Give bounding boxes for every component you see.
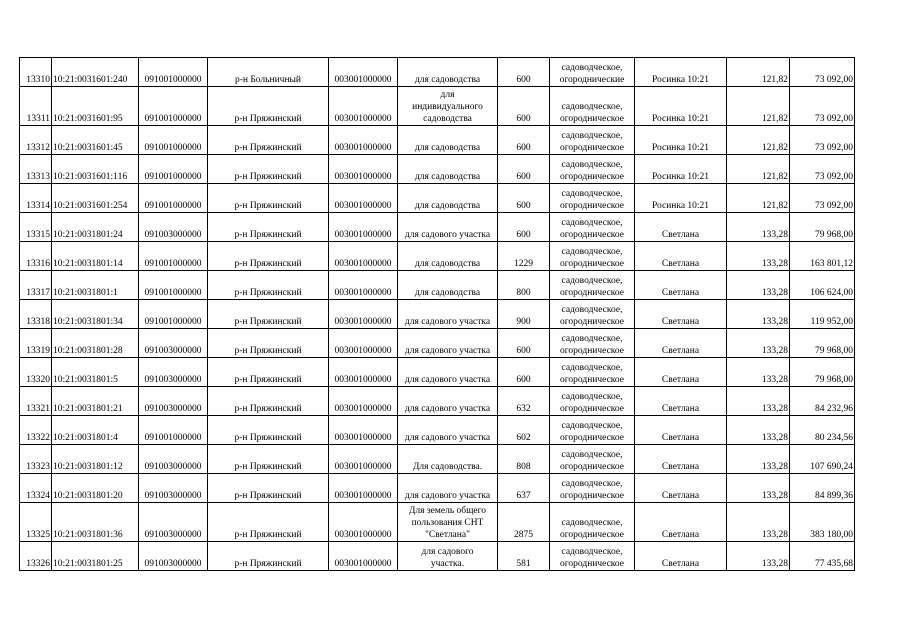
- cell-district: р-н Больничный: [208, 58, 329, 87]
- cell-code-1: 091003000000: [139, 213, 208, 242]
- cell-location: Росинка 10:21: [635, 184, 727, 213]
- cell-category: [550, 242, 635, 271]
- cell-location: Светлана: [635, 242, 727, 271]
- cell-location: Светлана: [635, 300, 727, 329]
- cell-rate: 121,82: [727, 184, 790, 213]
- cell-category-line: садоводческое,: [561, 392, 623, 402]
- cell-district: р-н Пряжинский: [208, 445, 329, 474]
- cell-code-1: 091001000000: [139, 242, 208, 271]
- cell-purpose: [398, 542, 498, 571]
- cell-cadastral-number: 10:21:0031801:36: [52, 503, 139, 542]
- cell-location: Светлана: [635, 387, 727, 416]
- cell-purpose-line: для садоводства: [414, 259, 481, 269]
- table-row: [20, 358, 855, 387]
- cell-value: 79 968,00: [790, 213, 855, 242]
- cell-value: 79 968,00: [790, 358, 855, 387]
- cell-category: [550, 474, 635, 503]
- cell-category-line: садоводческое,: [561, 276, 623, 286]
- cell-cadastral-number: 10:21:0031801:34: [52, 300, 139, 329]
- cell-value: 73 092,00: [790, 184, 855, 213]
- cell-purpose: [398, 58, 498, 87]
- cell-district: р-н Пряжинский: [208, 300, 329, 329]
- cell-cadastral-number: 10:21:0031801:4: [52, 416, 139, 445]
- cell-category: [550, 358, 635, 387]
- table-row: [20, 126, 855, 155]
- cell-location: Светлана: [635, 542, 727, 571]
- cell-code-1: 091003000000: [139, 503, 208, 542]
- cell-code-1: 091001000000: [139, 416, 208, 445]
- table-row: [20, 387, 855, 416]
- cell-code-2: 003001000000: [329, 474, 398, 503]
- cell-code-1: 091001000000: [139, 155, 208, 184]
- cell-purpose-line: для садового участка: [404, 346, 491, 356]
- cell-code-1: 091003000000: [139, 387, 208, 416]
- cell-rate: 133,28: [727, 329, 790, 358]
- cell-category: [550, 300, 635, 329]
- cell-purpose: [398, 503, 498, 542]
- cell-purpose-line: садоводства: [423, 114, 472, 124]
- cell-category: [550, 87, 635, 126]
- cell-code-2: 003001000000: [329, 271, 398, 300]
- cell-purpose-line: участка.: [430, 559, 465, 569]
- cell-number: 13319: [20, 329, 52, 358]
- cell-rate: 133,28: [727, 242, 790, 271]
- cell-location: Светлана: [635, 271, 727, 300]
- cell-location: Светлана: [635, 416, 727, 445]
- cell-category-line: огородническое: [559, 172, 625, 182]
- table-row: [20, 329, 855, 358]
- cell-category-line: садоводческое,: [561, 247, 623, 257]
- cell-category-line: садоводческое,: [561, 421, 623, 431]
- cell-cadastral-number: 10:21:0031801:14: [52, 242, 139, 271]
- cell-number: 13321: [20, 387, 52, 416]
- table-row: [20, 242, 855, 271]
- cell-rate: 133,28: [727, 474, 790, 503]
- cell-category-line: садоводческое,: [561, 189, 623, 199]
- cell-purpose: [398, 387, 498, 416]
- cell-category-line: садоводческое,: [561, 479, 623, 489]
- cell-purpose-line: для садового участка: [404, 317, 491, 327]
- cell-district: р-н Пряжинский: [208, 503, 329, 542]
- cell-purpose: [398, 242, 498, 271]
- land-register-table: [19, 57, 855, 571]
- cell-purpose-line: индивидуального: [412, 102, 483, 112]
- table-row: [20, 271, 855, 300]
- cell-code-2: 003001000000: [329, 329, 398, 358]
- cell-category-line: садоводческое,: [561, 363, 623, 373]
- cell-value: 73 092,00: [790, 58, 855, 87]
- cell-cadastral-number: 10:21:0031801:24: [52, 213, 139, 242]
- cell-category-line: садоводческое,: [561, 450, 623, 460]
- cell-code-1: 091003000000: [139, 474, 208, 503]
- cell-value: 73 092,00: [790, 155, 855, 184]
- cell-category: [550, 542, 635, 571]
- cell-category-line: огородническое: [559, 375, 625, 385]
- cell-purpose: [398, 300, 498, 329]
- cell-category-line: садоводческое,: [561, 102, 623, 112]
- cell-category-line: огородническое: [559, 491, 625, 501]
- cell-district: р-н Пряжинский: [208, 271, 329, 300]
- cell-category-line: огородническое: [559, 230, 625, 240]
- cell-cadastral-number: 10:21:0031801:28: [52, 329, 139, 358]
- cell-number: 13315: [20, 213, 52, 242]
- cell-number: 13310: [20, 58, 52, 87]
- cell-number: 13323: [20, 445, 52, 474]
- cell-category-line: огородническое: [559, 143, 625, 153]
- cell-cadastral-number: 10:21:0031801:12: [52, 445, 139, 474]
- cell-area: 600: [498, 184, 550, 213]
- cell-purpose: [398, 329, 498, 358]
- cell-purpose-line: пользования СНТ: [411, 518, 484, 528]
- cell-code-2: 003001000000: [329, 58, 398, 87]
- cell-number: 13326: [20, 542, 52, 571]
- cell-purpose-line: для садового: [421, 547, 474, 557]
- cell-value: 106 624,00: [790, 271, 855, 300]
- cell-rate: 133,28: [727, 387, 790, 416]
- cell-number: 13316: [20, 242, 52, 271]
- cell-category: [550, 126, 635, 155]
- cell-cadastral-number: 10:21:0031601:116: [52, 155, 139, 184]
- cell-category: [550, 58, 635, 87]
- cell-code-2: 003001000000: [329, 184, 398, 213]
- cell-category-line: огородническое: [559, 346, 625, 356]
- cell-category-line: огородническое: [559, 259, 625, 269]
- cell-location: Светлана: [635, 474, 727, 503]
- cell-location: Светлана: [635, 329, 727, 358]
- cell-purpose-line: для садового участка: [404, 433, 491, 443]
- cell-category-line: огородническое: [559, 201, 625, 211]
- cell-category-line: садоводческое,: [561, 131, 623, 141]
- cell-number: 13313: [20, 155, 52, 184]
- cell-code-2: 003001000000: [329, 155, 398, 184]
- cell-location: Светлана: [635, 503, 727, 542]
- cell-number: 13311: [20, 87, 52, 126]
- cell-location: Росинка 10:21: [635, 155, 727, 184]
- cell-purpose-line: для садового участка: [404, 230, 491, 240]
- cell-category-line: огородническое: [559, 530, 625, 540]
- cell-area: 600: [498, 155, 550, 184]
- cell-purpose-line: для садоводства: [414, 201, 481, 211]
- cell-category-line: садоводческое,: [561, 218, 623, 228]
- cell-category-line: огородническое: [559, 317, 625, 327]
- cell-rate: 133,28: [727, 445, 790, 474]
- cell-value: 79 968,00: [790, 329, 855, 358]
- table-row: [20, 184, 855, 213]
- cell-code-2: 003001000000: [329, 503, 398, 542]
- cell-area: 600: [498, 126, 550, 155]
- cell-number: 13324: [20, 474, 52, 503]
- cell-cadastral-number: 10:21:0031601:45: [52, 126, 139, 155]
- cell-category-line: огородническое: [559, 433, 625, 443]
- cell-purpose: [398, 213, 498, 242]
- cell-value: 73 092,00: [790, 87, 855, 126]
- cell-purpose-line: "Светлана": [425, 530, 470, 540]
- cell-location: Светлана: [635, 358, 727, 387]
- cell-rate: 133,28: [727, 271, 790, 300]
- cell-value: 73 092,00: [790, 126, 855, 155]
- cell-category-line: садоводческое,: [561, 547, 623, 557]
- cell-category-line: огородническое: [559, 288, 625, 298]
- cell-location: Светлана: [635, 445, 727, 474]
- cell-value: 77 435,68: [790, 542, 855, 571]
- cell-category-line: садоводческое,: [561, 63, 623, 73]
- cell-category-line: садоводческое,: [561, 305, 623, 315]
- cell-value: 107 690,24: [790, 445, 855, 474]
- cell-code-2: 003001000000: [329, 300, 398, 329]
- cell-code-1: 091003000000: [139, 445, 208, 474]
- cell-number: 13318: [20, 300, 52, 329]
- cell-district: р-н Пряжинский: [208, 87, 329, 126]
- cell-area: 600: [498, 87, 550, 126]
- cell-location: Росинка 10:21: [635, 87, 727, 126]
- cell-number: 13322: [20, 416, 52, 445]
- cell-purpose-line: для: [440, 90, 455, 100]
- cell-code-1: 091001000000: [139, 271, 208, 300]
- cell-district: р-н Пряжинский: [208, 542, 329, 571]
- cell-category-line: огородническое: [559, 114, 625, 124]
- cell-cadastral-number: 10:21:0031601:254: [52, 184, 139, 213]
- cell-purpose-line: для садового участка: [404, 375, 491, 385]
- cell-purpose: [398, 358, 498, 387]
- cell-rate: 133,28: [727, 542, 790, 571]
- cell-rate: 133,28: [727, 300, 790, 329]
- cell-category-line: садоводческое,: [561, 518, 623, 528]
- cell-purpose-line: для садоводства: [414, 172, 481, 182]
- cell-category: [550, 503, 635, 542]
- cell-value: 80 234,56: [790, 416, 855, 445]
- cell-code-2: 003001000000: [329, 358, 398, 387]
- cell-category: [550, 445, 635, 474]
- cell-code-1: 091001000000: [139, 87, 208, 126]
- cell-code-1: 091003000000: [139, 542, 208, 571]
- cell-purpose-line: для садового участка: [404, 404, 491, 414]
- cell-purpose-line: для садоводства: [414, 288, 481, 298]
- cell-category-line: садоводческое,: [561, 160, 623, 170]
- cell-cadastral-number: 10:21:0031801:5: [52, 358, 139, 387]
- cell-purpose: [398, 155, 498, 184]
- cell-rate: 121,82: [727, 155, 790, 184]
- cell-area: 632: [498, 387, 550, 416]
- cell-category: [550, 213, 635, 242]
- cell-value: 163 801,12: [790, 242, 855, 271]
- cell-district: р-н Пряжинский: [208, 474, 329, 503]
- cell-cadastral-number: 10:21:0031801:20: [52, 474, 139, 503]
- cell-location: Росинка 10:21: [635, 58, 727, 87]
- cell-number: 13325: [20, 503, 52, 542]
- cell-code-1: 091001000000: [139, 126, 208, 155]
- cell-area: 808: [498, 445, 550, 474]
- cell-number: 13320: [20, 358, 52, 387]
- cell-area: 637: [498, 474, 550, 503]
- cell-district: р-н Пряжинский: [208, 387, 329, 416]
- cell-purpose: [398, 87, 498, 126]
- cell-rate: 133,28: [727, 416, 790, 445]
- cell-rate: 133,28: [727, 358, 790, 387]
- cell-category: [550, 271, 635, 300]
- cell-purpose: [398, 416, 498, 445]
- table-row: [20, 445, 855, 474]
- cell-cadastral-number: 10:21:0031801:1: [52, 271, 139, 300]
- cell-category-line: садоводческое,: [561, 334, 623, 344]
- cell-code-1: 091001000000: [139, 58, 208, 87]
- cell-code-2: 003001000000: [329, 213, 398, 242]
- cell-category: [550, 155, 635, 184]
- cell-area: 600: [498, 358, 550, 387]
- cell-code-1: 091001000000: [139, 184, 208, 213]
- cell-area: 800: [498, 271, 550, 300]
- cell-rate: 121,82: [727, 87, 790, 126]
- cell-category-line: огородническое: [559, 404, 625, 414]
- cell-cadastral-number: 10:21:0031801:21: [52, 387, 139, 416]
- cell-district: р-н Пряжинский: [208, 213, 329, 242]
- cell-area: 2875: [498, 503, 550, 542]
- cell-district: р-н Пряжинский: [208, 416, 329, 445]
- cell-area: 581: [498, 542, 550, 571]
- cell-cadastral-number: 10:21:0031601:240: [52, 58, 139, 87]
- cell-area: 900: [498, 300, 550, 329]
- cell-area: 1229: [498, 242, 550, 271]
- table-row: [20, 503, 855, 542]
- cell-number: 13314: [20, 184, 52, 213]
- table-row: [20, 474, 855, 503]
- cell-category: [550, 329, 635, 358]
- cell-code-1: 091001000000: [139, 300, 208, 329]
- table-row: [20, 300, 855, 329]
- cell-rate: 133,28: [727, 213, 790, 242]
- cell-district: р-н Пряжинский: [208, 242, 329, 271]
- cell-cadastral-number: 10:21:0031601:95: [52, 87, 139, 126]
- cell-number: 13312: [20, 126, 52, 155]
- cell-purpose-line: для садоводства: [414, 75, 481, 85]
- table-row: [20, 213, 855, 242]
- cell-category-line: огородническое: [559, 462, 625, 472]
- cell-category: [550, 416, 635, 445]
- table-row: [20, 58, 855, 87]
- cell-code-2: 003001000000: [329, 445, 398, 474]
- cell-location: Росинка 10:21: [635, 126, 727, 155]
- cell-code-2: 003001000000: [329, 542, 398, 571]
- cell-district: р-н Пряжинский: [208, 329, 329, 358]
- cell-purpose: [398, 184, 498, 213]
- cell-code-1: 091003000000: [139, 358, 208, 387]
- cell-area: 600: [498, 58, 550, 87]
- cell-purpose: [398, 126, 498, 155]
- cell-code-1: 091003000000: [139, 329, 208, 358]
- cell-rate: 121,82: [727, 126, 790, 155]
- cell-code-2: 003001000000: [329, 387, 398, 416]
- cell-category-line: огородническое: [559, 559, 625, 569]
- cell-location: Светлана: [635, 213, 727, 242]
- table-body: [20, 58, 855, 571]
- cell-code-2: 003001000000: [329, 126, 398, 155]
- cell-code-2: 003001000000: [329, 416, 398, 445]
- cell-category-line: огороднические: [559, 75, 625, 85]
- cell-number: 13317: [20, 271, 52, 300]
- cell-category: [550, 184, 635, 213]
- cell-rate: 133,28: [727, 503, 790, 542]
- table-row: [20, 416, 855, 445]
- cell-purpose-line: Для земель общего: [408, 506, 487, 516]
- cell-purpose: [398, 445, 498, 474]
- cell-purpose-line: Для садоводства.: [412, 462, 483, 472]
- cell-category: [550, 387, 635, 416]
- cell-rate: 121,82: [727, 58, 790, 87]
- cell-purpose: [398, 474, 498, 503]
- cell-code-2: 003001000000: [329, 87, 398, 126]
- cell-code-2: 003001000000: [329, 242, 398, 271]
- cell-purpose: [398, 271, 498, 300]
- cell-value: 84 899,36: [790, 474, 855, 503]
- cell-purpose-line: для садоводства: [414, 143, 481, 153]
- cell-district: р-н Пряжинский: [208, 184, 329, 213]
- table-row: [20, 155, 855, 184]
- cell-purpose-line: для садового участка: [404, 491, 491, 501]
- cell-value: 119 952,00: [790, 300, 855, 329]
- cell-area: 600: [498, 329, 550, 358]
- cell-cadastral-number: 10:21:0031801:25: [52, 542, 139, 571]
- cell-district: р-н Пряжинский: [208, 358, 329, 387]
- table-row: [20, 542, 855, 571]
- cell-area: 602: [498, 416, 550, 445]
- cell-value: 84 232,96: [790, 387, 855, 416]
- cell-area: 600: [498, 213, 550, 242]
- cell-value: 383 180,00: [790, 503, 855, 542]
- cell-district: р-н Пряжинский: [208, 155, 329, 184]
- table-row: [20, 87, 855, 126]
- cell-district: р-н Пряжинский: [208, 126, 329, 155]
